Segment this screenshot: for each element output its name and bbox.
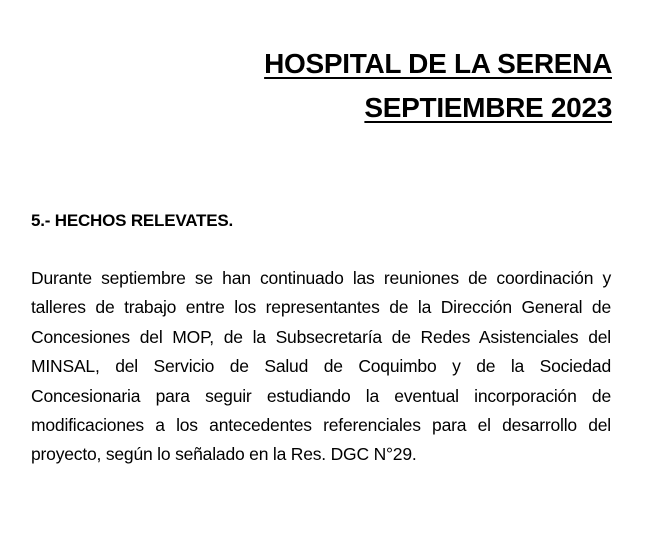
section-paragraph: Durante septiembre se han continuado las reuniones de coordinación y talleres de trabajo entre los representantes de la Dirección General de Concesiones del MOP, de la Subsecretaría de Redes Asistenciales del MINSAL, del Servicio de Salud de Coquimbo y de la Sociedad Concesionaria para seguir estudiando la eventual incorporación de modificaciones a los antecedentes referenciales para el desarrollo del proyecto, según lo señalado en la Res. DGC N°29. — [31, 268, 611, 465]
section-heading: 5.- HECHOS RELEVATES. — [31, 211, 234, 230]
title-date: SEPTIEMBRE 2023 — [364, 92, 612, 123]
document-title — [264, 42, 612, 130]
title-hospital: HOSPITAL DE LA SERENA — [264, 48, 612, 79]
